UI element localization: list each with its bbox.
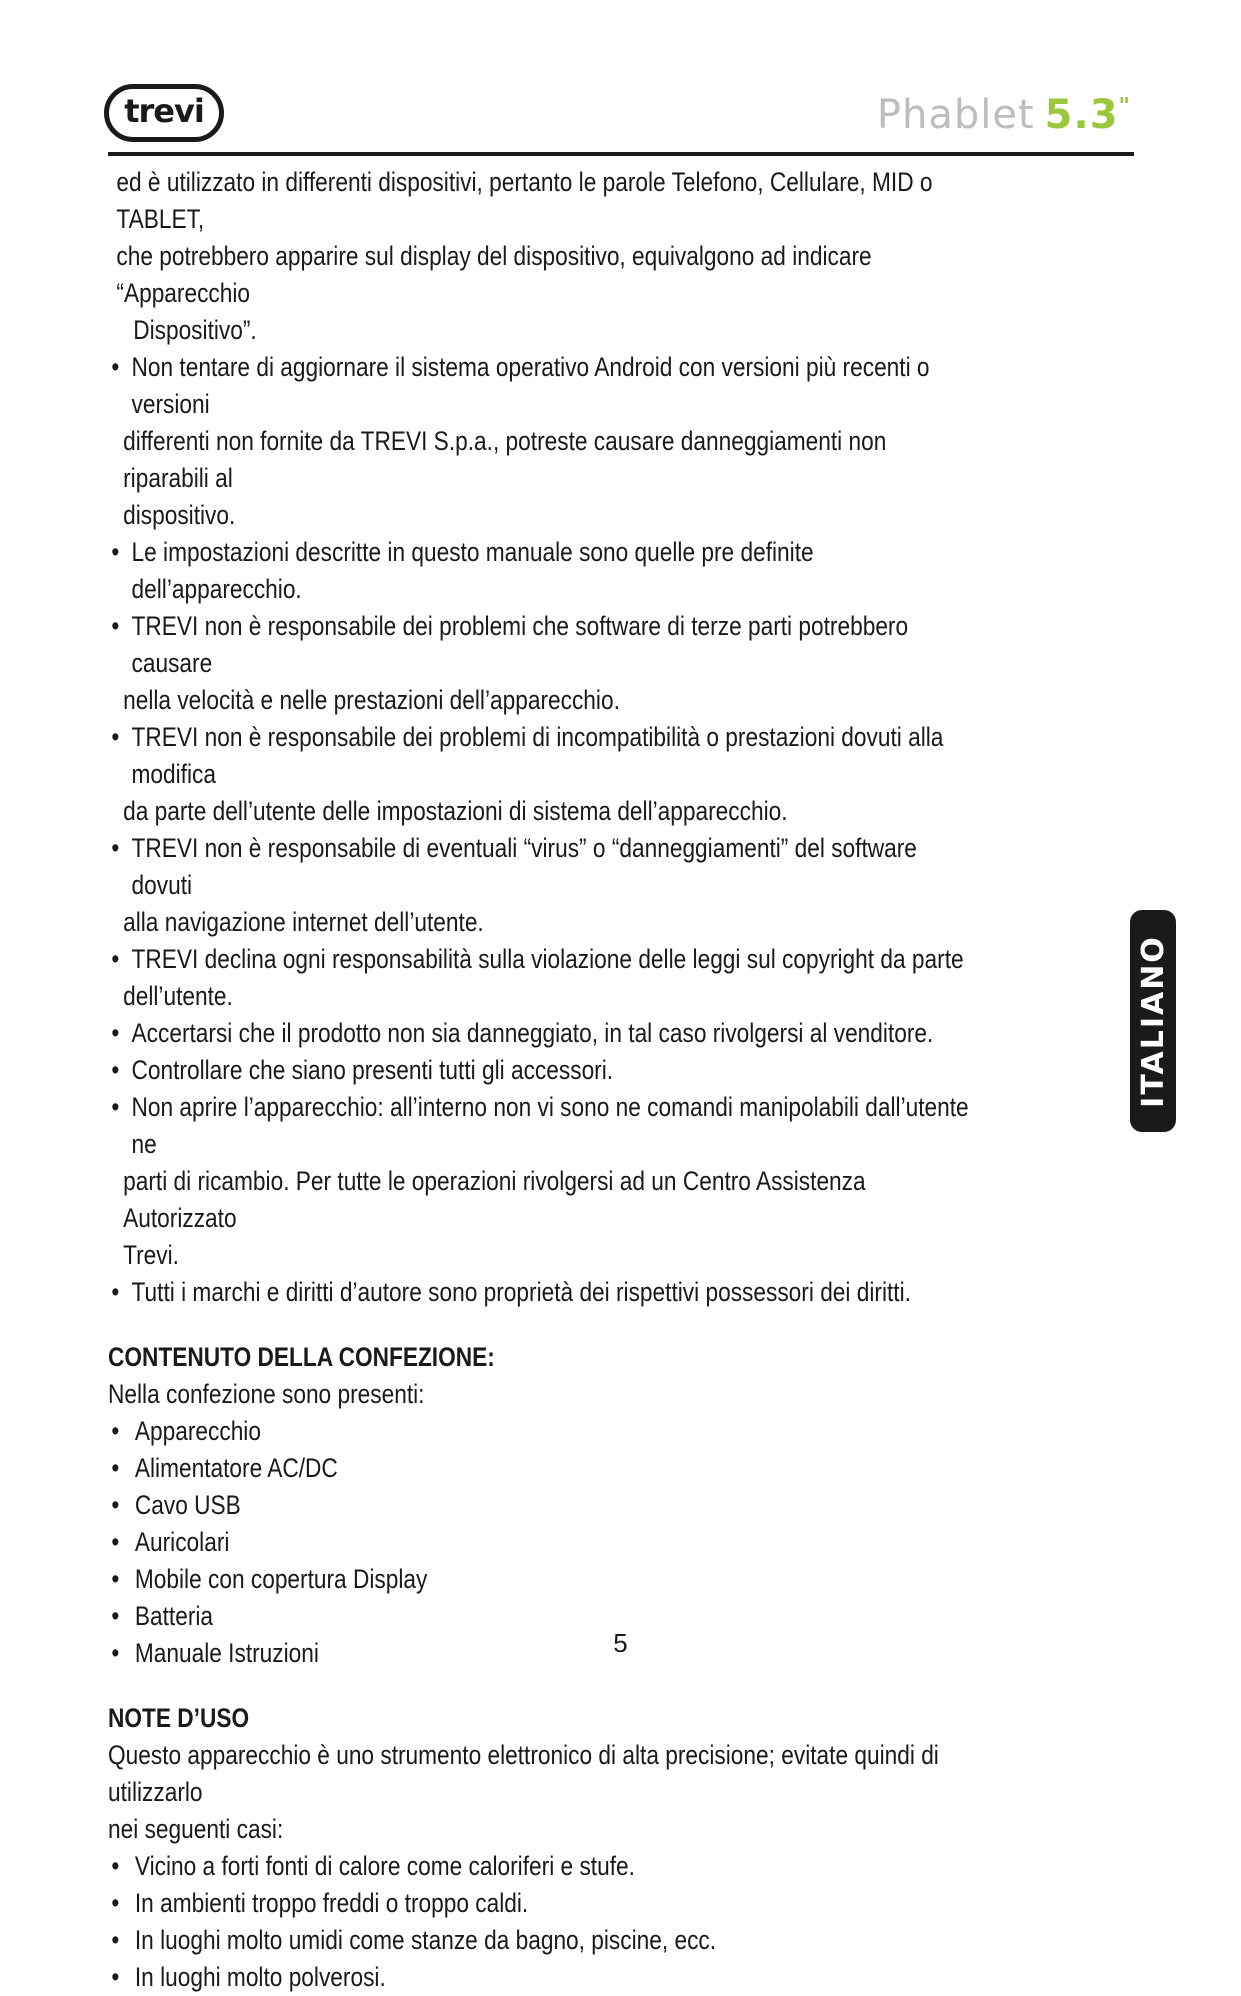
list-item — [108, 1922, 973, 1959]
list-item-text: Vicino a forti fonti di calore come caloriferi e stufe. — [134, 1851, 635, 1881]
usage-intro-line: Questo apparecchio è uno strumento elettronico di alta precisione; evitate quindi di utilizzarlo — [108, 1740, 939, 1807]
bullet-dot: • — [111, 1416, 120, 1446]
usage-heading: NOTE D’USO — [108, 1703, 250, 1733]
list-item-text: Mobile con copertura Display — [134, 1564, 428, 1594]
header-rule — [108, 152, 1134, 156]
bullet-line: da parte dell’utente delle impostazioni di sistema dell’apparecchio. — [123, 796, 788, 826]
bullet-dot: • — [111, 1851, 120, 1881]
bullet-dot: • — [111, 352, 120, 382]
bullet-dot: • — [111, 1092, 120, 1122]
bullet-dot: • — [111, 944, 120, 974]
logo-text: trevi — [124, 92, 204, 130]
language-tab — [1130, 910, 1176, 1132]
bullet-line — [108, 1052, 973, 1089]
bullet-dot: • — [111, 1925, 120, 1955]
bullet-line — [108, 1015, 973, 1052]
bullet-line: dispositivo. — [123, 500, 236, 530]
page-number: 5 — [613, 1628, 628, 1658]
bullet-line: nella velocità e nelle prestazioni dell’apparecchio. — [123, 685, 620, 715]
bullet-text: Non aprire l’apparecchio: all’interno non vi sono ne comandi manipolabili dall’utente ne — [131, 1092, 969, 1159]
bullet-dot: • — [111, 1638, 120, 1668]
list-item-text: Auricolari — [134, 1527, 230, 1557]
bullet-text: TREVI declina ogni responsabilità sulla violazione delle leggi sul copyright da parte — [131, 944, 964, 974]
bullet-text: TREVI non è responsabile dei problemi che software di terze parti potrebbero causare — [131, 611, 909, 678]
bullet-line — [108, 534, 973, 608]
list-item-text: Cavo USB — [134, 1490, 241, 1520]
bullet-dot: • — [111, 1277, 120, 1307]
warnings-list — [108, 349, 973, 1311]
bullet-dot: • — [111, 722, 120, 752]
bullet-text: TREVI non è responsabile di eventuali “virus” o “danneggiamenti” del software dovuti — [131, 833, 917, 900]
bullet-dot: • — [111, 1018, 120, 1048]
bullet-dot: • — [111, 1962, 120, 1992]
list-item-text: In luoghi molto polverosi. — [134, 1962, 386, 1992]
package-intro: Nella confezione sono presenti: — [108, 1379, 425, 1409]
bullet-dot: • — [111, 1564, 120, 1594]
list-item — [108, 1561, 973, 1598]
bullet-line — [108, 941, 973, 978]
bullet-dot: • — [111, 1490, 120, 1520]
language-label: ITALIANO — [1135, 934, 1171, 1108]
list-item — [108, 1450, 973, 1487]
trevi-logo — [104, 84, 224, 142]
bullet-dot: • — [111, 833, 120, 863]
bullet-line: parti di ricambio. Per tutte le operazioni rivolgersi ad un Centro Assistenza Autorizzato — [123, 1166, 866, 1233]
bullet-dot: • — [111, 1453, 120, 1483]
product-name: Phablet — [876, 92, 1035, 138]
bullet-line: alla navigazione internet dell’utente. — [123, 907, 484, 937]
bullet-line — [108, 1274, 973, 1311]
list-item-text: Alimentatore AC/DC — [134, 1453, 338, 1483]
bullet-line: dell’utente. — [123, 981, 233, 1011]
list-item-text: In ambienti troppo freddi o troppo caldi. — [134, 1888, 529, 1918]
bullet-text: Le impostazioni descritte in questo manuale sono quelle pre definite dell’apparecchio. — [131, 537, 814, 604]
bullet-line: Trevi. — [123, 1240, 179, 1270]
bullet-text: Accertarsi che il prodotto non sia danneggiato, in tal caso rivolgersi al venditore. — [131, 1018, 934, 1048]
intro-line: che potrebbero apparire sul display del dispositivo, equivalgono ad indicare “Apparecchio — [116, 241, 872, 308]
bullet-line — [108, 608, 973, 682]
bullet-dot: • — [111, 1055, 120, 1085]
bullet-text: Controllare che siano presenti tutti gli accessori. — [131, 1055, 614, 1085]
list-item — [108, 1885, 973, 1922]
list-item — [108, 1413, 973, 1450]
bullet-dot: • — [111, 1527, 120, 1557]
package-heading: CONTENUTO DELLA CONFEZIONE: — [108, 1342, 495, 1372]
bullet-line — [108, 1089, 973, 1163]
bullet-line: differenti non fornite da TREVI S.p.a., potreste causare danneggiamenti non riparabili al — [123, 426, 887, 493]
page-content — [108, 164, 973, 1996]
list-item — [108, 1848, 973, 1885]
usage-list — [108, 1848, 973, 1996]
bullet-dot: • — [111, 611, 120, 641]
bullet-dot: • — [111, 1601, 120, 1631]
list-item-text: Manuale Istruzioni — [134, 1638, 319, 1668]
product-title — [877, 92, 1131, 138]
intro-line: ed è utilizzato in differenti dispositivi, pertanto le parole Telefono, Cellulare, MID o TABLET, — [116, 167, 933, 234]
list-item-text: Batteria — [134, 1601, 214, 1631]
bullet-line — [108, 830, 973, 904]
bullet-text: TREVI non è responsabile dei problemi di incompatibilità o prestazioni dovuti alla modifica — [131, 722, 944, 789]
bullet-line — [108, 719, 973, 793]
list-item — [108, 1959, 973, 1996]
bullet-dot: • — [111, 1888, 120, 1918]
bullet-text: Non tentare di aggiornare il sistema operativo Android con versioni più recenti o versioni — [131, 352, 930, 419]
intro-line: Dispositivo”. — [133, 315, 257, 345]
list-item — [108, 1524, 973, 1561]
list-item-text: In luoghi molto umidi come stanze da bagno, piscine, ecc. — [134, 1925, 717, 1955]
bullet-text: Tutti i marchi e diritti d’autore sono proprietà dei rispettivi possessori dei diritti. — [131, 1277, 911, 1307]
list-item-text: Apparecchio — [134, 1416, 261, 1446]
bullet-line — [108, 349, 973, 423]
bullet-dot: • — [111, 537, 120, 567]
usage-intro-line: nei seguenti casi: — [108, 1814, 284, 1844]
product-version: 5.3" — [1044, 92, 1131, 138]
list-item — [108, 1487, 973, 1524]
